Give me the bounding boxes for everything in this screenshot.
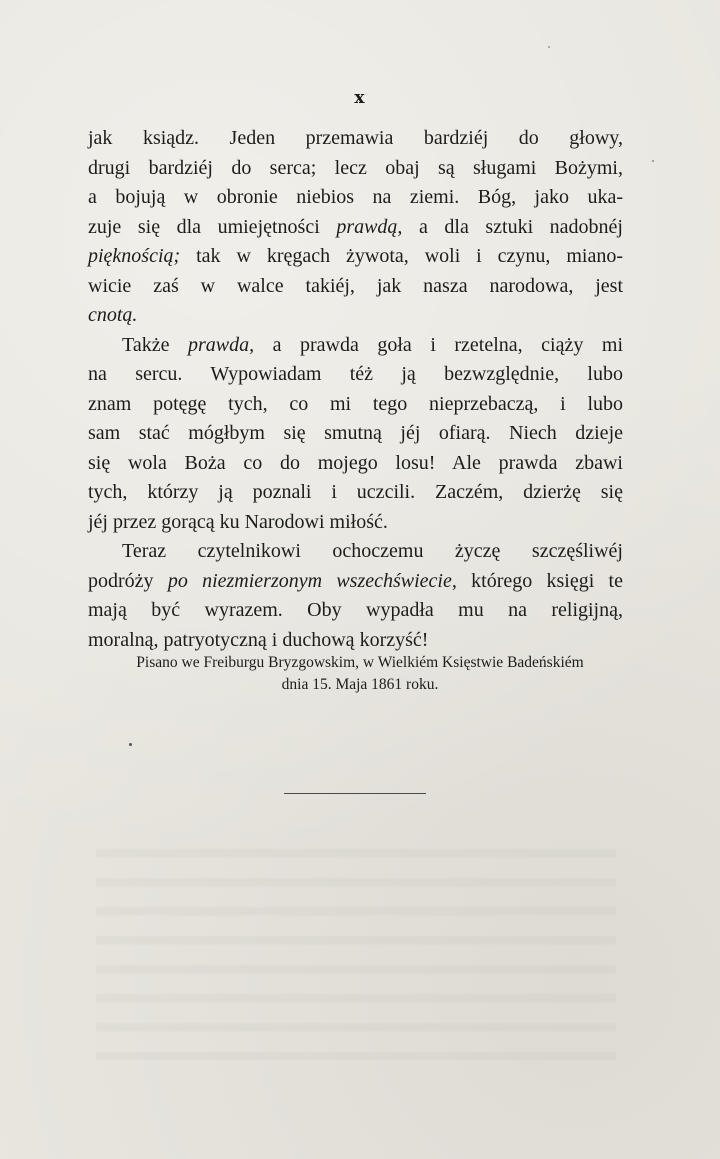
note-line: dnia 15. Maja 1861 roku.	[281, 676, 439, 693]
text-segment: się wola Boża co do mojego losu! Ale prawda zbawi	[88, 451, 623, 474]
text-line	[88, 183, 623, 213]
italic-text: prawda,	[187, 333, 255, 356]
ink-speck	[548, 46, 550, 48]
text-segment: znam potęgę tych, co mi tego nieprzebaczą, i lubo	[88, 392, 623, 415]
text-line	[88, 213, 623, 243]
text-line	[88, 331, 623, 361]
ink-speck	[129, 743, 132, 746]
text-line	[88, 596, 623, 626]
body-text	[88, 124, 623, 655]
text-line	[88, 419, 623, 449]
text-segment: tak w kręgach żywota, woli i czynu, miano-	[180, 245, 623, 267]
text-segment: moralną, patryotyczną i duchową korzyść!	[88, 628, 429, 651]
text-line	[88, 508, 623, 538]
note-line: Pisano we Freiburgu Bryzgowskim, w Wielkiém Księstwie Badeńskiém	[136, 654, 584, 671]
text-line	[88, 390, 623, 420]
text-segment: mają być wyrazem. Oby wypadła mu na religijną,	[88, 599, 623, 621]
text-segment: Także	[122, 333, 188, 356]
date-place-note	[80, 652, 640, 696]
text-segment: wicie zaś w walce takiéj, jak nasza narodowa, jest	[88, 274, 623, 297]
text-line	[88, 301, 623, 331]
text-line	[88, 154, 623, 184]
text-line	[88, 272, 623, 302]
italic-text: pięknością;	[88, 245, 181, 267]
text-segment: jak ksiądz. Jeden przemawia bardziéj do głowy,	[88, 127, 623, 149]
text-line	[88, 449, 623, 479]
italic-text: cnotą.	[88, 304, 138, 326]
text-segment: podróży	[88, 569, 168, 592]
page-number: x	[354, 88, 366, 108]
text-line	[88, 478, 623, 508]
italic-text: po niezmierzonym wszechświecie,	[167, 569, 457, 592]
text-segment: na sercu. Wypowiadam téż ją bezwzględnie, lubo	[88, 363, 623, 385]
text-line	[88, 124, 623, 154]
text-line	[88, 242, 623, 272]
show-through-texture	[96, 830, 616, 1060]
text-segment: sam stać mógłbym się smutną jéj ofiarą. Niech dzieje	[88, 422, 623, 444]
text-segment: zuje się dla umiejętności	[88, 215, 337, 238]
text-segment: Teraz czytelnikowi ochoczemu życzę szczęśliwéj	[122, 540, 623, 562]
text-line	[88, 537, 623, 567]
text-segment: a prawda goła i rzetelna, ciąży mi	[254, 333, 623, 356]
text-segment: jéj przez gorącą ku Narodowi miłość.	[88, 510, 388, 533]
text-segment: a dla sztuki nadobnéj	[402, 215, 623, 238]
text-segment: drugi bardziéj do serca; lecz obaj są sługami Bożymi,	[88, 156, 623, 179]
text-segment: którego księgi te	[456, 569, 623, 592]
text-line	[88, 567, 623, 597]
text-segment: a bojują w obronie niebios na ziemi. Bóg, jako uka-	[88, 186, 623, 208]
text-line	[88, 360, 623, 390]
ink-speck	[652, 160, 654, 162]
section-divider-rule	[284, 793, 426, 794]
italic-text: prawdą,	[336, 215, 403, 238]
text-line	[88, 626, 623, 656]
text-segment: tych, którzy ją poznali i uczcili. Zaczém, dzierżę się	[88, 481, 623, 503]
